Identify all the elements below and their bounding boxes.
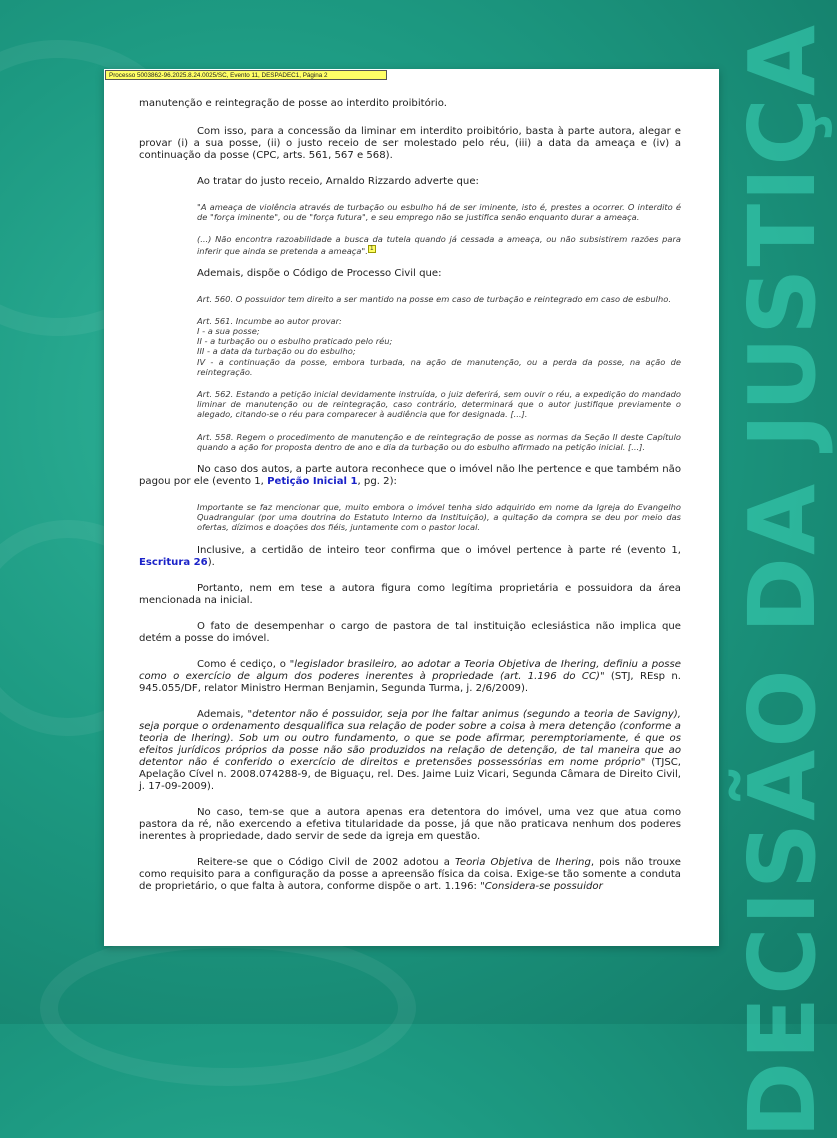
process-header-tag: Processo 5003862-96.2025.8.24.0025/SC, Evento 11, DESPADEC1, Página 2 xyxy=(105,70,387,80)
paragraph: Ademais, dispõe o Código de Processo Civil que: xyxy=(197,267,442,279)
article-line: III - a data da turbação ou do esbulho; xyxy=(197,346,356,357)
paragraph xyxy=(139,709,681,793)
paragraph: Com isso, para a concessão da liminar em interdito proibitório, basta à parte autora, alegar e provar (i) a sua posse, (ii) o justo receio de ser molestado pelo réu, (iii) a data da ameaça e (iv) a continuação da posse (CPC, arts. 561, 567 e 568). xyxy=(139,126,681,161)
citation-quote: "legislador brasileiro, ao adotar a Teoria Objetiva de Ihering, definiu a posse como o exercício de algum dos poderes inerentes à propriedade (art. 1.196 do CC)" xyxy=(139,658,681,682)
text: (STJ, REsp n. 945.055/DF, relator Ministro Herman Benjamin, Segunda Turma, j. 2/6/2009). xyxy=(139,670,681,694)
law-article-560: Art. 560. O possuidor tem direito a ser mantido na posse em caso de turbação e reintegrado em caso de esbulho. xyxy=(197,293,671,304)
text: Ademais, xyxy=(197,708,248,720)
emphasis: Ihering xyxy=(555,856,591,868)
document-page xyxy=(104,69,719,946)
article-line: II - a turbação ou o esbulho praticado pelo réu; xyxy=(197,336,393,347)
paragraph xyxy=(139,857,681,893)
law-article-561 xyxy=(197,316,681,377)
side-banner xyxy=(729,22,837,1138)
emphasis: Teoria Objetiva xyxy=(454,856,533,868)
document-body xyxy=(139,98,681,907)
footnote-marker[interactable]: 1 xyxy=(369,244,374,252)
block-quote: "A ameaça de violência através de turbação ou esbulho há de ser iminente, isto é, prestes a ocorrer. O interdito é de "força iminente", ou de "força futura", e seu emprego não se justifica senão enquanto durar a ameaça. xyxy=(197,202,681,223)
paragraph: Ao tratar do justo receio, Arnaldo Rizzardo adverte que: xyxy=(197,176,479,187)
text: , pg. 2): xyxy=(357,476,397,488)
text: Como é cediço, o xyxy=(197,658,290,670)
paragraph: No caso, tem-se que a autora apenas era detentora do imóvel, uma vez que atua como pastora da ré, não exercendo a efetiva titularidade da posse, já que não praticava nenhum dos poderes inerentes à propriedade, dado servir de sede da igreja em questão. xyxy=(139,806,681,842)
text: ). xyxy=(207,556,215,568)
quote-text: (...) Não encontra razoabilidade a busca da tutela quando já cessada a ameaça, ou não subsistirem razões para inferir que ainda se pretenda a ameaça". xyxy=(197,234,681,256)
paragraph xyxy=(139,545,681,569)
emphasis: "Considera-se possuidor xyxy=(480,880,603,892)
peticao-inicial-link[interactable]: Petição Inicial 1 xyxy=(267,476,358,488)
citation-quote: "detentor não é possuidor, seja por lhe faltar animus (segundo a teoria de Savigny), seja porque o ordenamento desqualifica sua relação de poder sobre a coisa à mera detenção (conforme a teoria de Ihering). Sob um ou outro fundamento, o que se pode afirmar, peremptoriamente, é que os efeitos jurídicos próprios da posse não são produzidos na relação de detenção, de tal maneira que ao detentor não é conferido o exercício de direitos e pretensões possessórias em nome próprio" xyxy=(139,708,681,768)
law-article-558: Art. 558. Regem o procedimento de manutenção e de reintegração de posse as normas da Seção II deste Capítulo quando a ação for proposta dentro de ano e dia da turbação ou do esbulho afirmado na petição inicial. [...]. xyxy=(197,431,681,452)
paragraph: Portanto, nem em tese a autora figura como legítima proprietária e possuidora da área mencionada na inicial. xyxy=(139,582,681,606)
paragraph xyxy=(139,464,681,488)
text: , pois não trouxe como requisito para a configuração da posse a apreensão física da coisa. Exige-se tão somente a conduta de proprietário, o que falta à autora, conforme dispõe o art. 1.196: xyxy=(139,856,681,892)
block-quote: Importante se faz mencionar que, muito embora o imóvel tenha sido adquirido em nome da Igreja do Evangelho Quadrangular (por uma doutrina do Estatuto Interno da Instituição), a quitação da compra se deu por meio das ofertas, dízimos e doações dos fiéis, juntamente com o pastor local. xyxy=(197,502,681,533)
paragraph xyxy=(139,659,681,695)
article-line: I - a sua posse; xyxy=(197,325,260,336)
escritura-link[interactable]: Escritura 26 xyxy=(139,556,208,568)
text: de xyxy=(532,856,556,868)
paragraph: manutenção e reintegração de posse ao interdito proibitório. xyxy=(139,98,447,109)
article-line: IV - a continuação da posse, embora turbada, na ação de manutenção, ou a perda da posse, na ação de reintegração. xyxy=(197,356,681,377)
law-article-562: Art. 562. Estando a petição inicial devidamente instruída, o juiz deferirá, sem ouvir o réu, a expedição do mandado liminar de manutenção ou de reintegração, caso contrário, determinará que o autor justifique previamente o alegado, citando-se o réu para comparecer à audiência que for designada. [...]. xyxy=(197,389,681,420)
text: Reitere-se que o Código Civil de 2002 adotou a xyxy=(197,856,455,868)
side-banner-text: DECISÃO DA JUSTIÇA xyxy=(729,22,837,1138)
block-quote xyxy=(197,234,681,255)
article-line: Art. 561. Incumbe ao autor provar: xyxy=(197,315,342,326)
background-decoration xyxy=(40,930,416,1086)
text: Inclusive, a certidão de inteiro teor confirma que o imóvel pertence à parte ré (evento 1, xyxy=(197,544,681,556)
paragraph: O fato de desempenhar o cargo de pastora de tal instituição eclesiástica não implica que detém a posse do imóvel. xyxy=(139,620,681,644)
text: (TJSC, Apelação Cível n. 2008.074288-9, de Biguaçu, rel. Des. Jaime Luiz Vicari, Segunda Câmara de Direito Civil, j. 17-09-2009). xyxy=(139,756,681,792)
text: No caso dos autos, a parte autora reconhece que o imóvel não lhe pertence e que também não pagou por ele (evento 1, xyxy=(139,464,681,488)
